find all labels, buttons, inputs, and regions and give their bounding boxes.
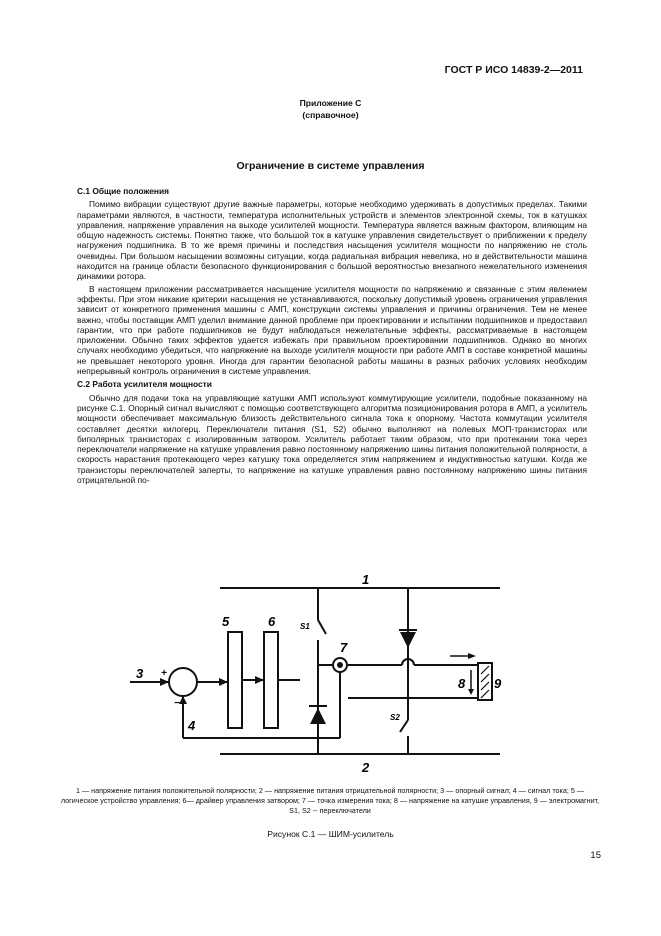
figure-legend: 1 — напряжение питания положительной полярности; 2 — напряжение питания отрицательной полярности; 3 — опорный сигнал; 4 — сигнал тока; 5 — логическое устройство управления; 6— драйвер управления затвором; 7 — точка измерения тока; 8 — напряжение на катушке управления, 9 — электромагнит, S1, S2 -- переключатели (60, 786, 600, 815)
label-minus: − (174, 698, 180, 709)
label-1: 1 (362, 572, 370, 587)
summing-junction (169, 668, 197, 696)
label-6: 6 (268, 614, 276, 629)
switch-s2 (400, 720, 408, 732)
diode-upper (400, 632, 416, 648)
label-3: 3 (136, 666, 144, 681)
label-8: 8 (458, 676, 466, 691)
section-c1-heading: С.1 Общие положения (77, 186, 170, 196)
label-2: 2 (362, 760, 370, 775)
paragraph: В настоящем приложении рассматривается насыщение усилителя мощности по напряжению и связанные с этим явлением эффекты. При этом никакие критерии насыщения не устанавливаются, поскольку допустимый уровень ограничения управления зависит от конкретного применения машины с АМП, конструкции системы управления и причины ограничения. Тем не менее важно, чтобы поставщик АМП уделил внимание данной проблеме при проектировании и испытании подшипников и предоставил гарантии, что при работе подшипников не будут наблюдаться нежелательные эффекты, рассматриваемые в настоящем приложении. Обычно таких эффектов удается избежать при правильном проектировании подшипников. Однако во многих случаях необходимо убедиться, что напряжение на выходе усилителя мощности при работе АМП в составе конкретной машины не превышает некоторого уровня. Иногда для гарантии безопасной работы машины в разных рабочих условиях необходим непрерывный контроль ограничения в системе управления. (77, 283, 587, 377)
label-s2: S2 (390, 713, 400, 722)
label-s1: S1 (300, 622, 310, 631)
page-number: 15 (590, 850, 601, 861)
label-9: 9 (494, 676, 502, 691)
paragraph: Помимо вибрации существуют другие важные параметры, которые необходимо удерживать в допустимых пределах. Такими параметрами являются, в частности, температура исполнительных устройств и элементов электронной схемы, ток в катушках управления, напряжение управления на выходе усилителей мощности. Температура является важным фактором, влияющим на общую надежность системы. Понятно также, что большой ток в катушке управления свидетельствует о приближении к пределу нагружения подшипника. В то же время причины и последствия насыщения усилителя мощности по напряжению не столь очевидны. При большом насыщении возможны ситуации, когда радиальная вибрация невелика, но в действительности машина находится на границе области безопасного функционирования с большой вероятностью внезапного нежелательного изменения динамики ротора. (77, 199, 587, 282)
paragraph: Обычно для подачи тока на управляющие катушки АМП используют коммутирующие усилители, подобные показанному на рисунке С.1. Опорный сигнал вычисляют с помощью соответствующего алгоритма позиционирования ротора в АМП, а усилитель мощности обеспечивает максимальную близость действительного сигнала тока к опорному. Частота коммутации усилителя составляет десятки килогерц. Переключатели питания (S1, S2) обычно выполняют на полевых МОП-транзисторах или биполярных транзисторах с изолированным затвором. Усилитель работает таким образом, что при протекании тока через переключатели напряжение на катушке управления равно постоянному напряжению шины питания положительной полярности, а скорость нарастания протекающего через катушку тока определяется этим напряжением и индуктивностью катушки. Когда же транзисторы переключателей заперты, то напряжение на катушке управления равно постоянному напряжению шины питания отрицательной по- (77, 392, 587, 486)
document-body (77, 186, 587, 487)
label-7: 7 (340, 640, 348, 655)
label-5: 5 (222, 614, 230, 629)
page-title: Ограничение в системе управления (236, 160, 425, 172)
pwm-amplifier-diagram (90, 570, 550, 780)
section-c2-heading: С.2 Работа усилителя мощности (77, 379, 212, 390)
label-plus: + (161, 668, 167, 679)
label-4: 4 (188, 718, 196, 733)
driver-block (264, 632, 278, 728)
appendix-heading (0, 97, 661, 121)
standard-header: ГОСТ Р ИСО 14839-2—2011 (444, 64, 583, 76)
appendix-label: Приложение С (299, 98, 362, 108)
switch-s1 (318, 620, 326, 634)
figure-caption: Рисунок С.1 — ШИМ-усилитель (267, 829, 394, 839)
appendix-kind: (справочное) (302, 110, 359, 120)
diode-lower (310, 708, 326, 724)
electromagnet (478, 663, 492, 700)
logic-block (228, 632, 242, 728)
